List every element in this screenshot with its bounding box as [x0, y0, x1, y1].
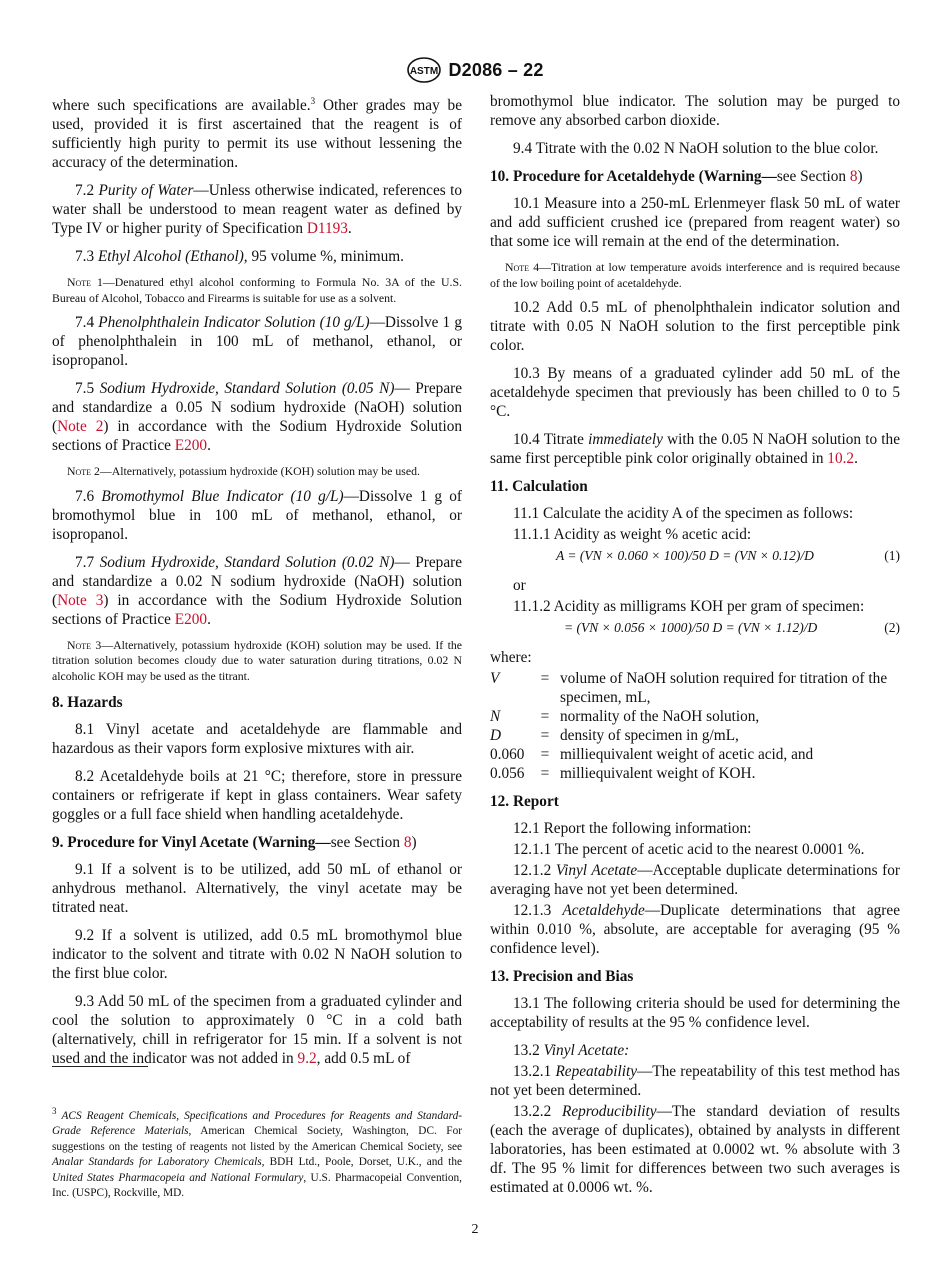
heading-procedure-acetaldehyde: 10. Procedure for Acetaldehyde (Warning—see Section 8) [490, 168, 863, 185]
section-11-1-2: 11.1.2 Acidity as milligrams KOH per gram of specimen: [513, 598, 865, 615]
section-12-1: 12.1 Report the following information: [513, 820, 752, 837]
definition-item: V = volume of NaOH solution required for titration of the specimen, mL, [490, 670, 888, 706]
heading-calculation: 11. Calculation [490, 478, 588, 495]
where-label: where: [490, 649, 532, 666]
section-7-6: 7.6 Bromothymol Blue Indicator (10 g/L)—Dissolve 1 g of bromothymol blue in 100 mL of methanol, ethanol, or isopropanol. [52, 487, 463, 543]
page-number: 2 [471, 1222, 479, 1237]
equation-2-expression: = (VN × 0.056 × 1000)/50 D = (VN × 1.12)/D [564, 620, 818, 635]
astm-logo-icon [406, 56, 442, 84]
section-7-3: 7.3 Ethyl Alcohol (Ethanol), 95 volume %, minimum. [75, 248, 405, 266]
section-11-1-1: 11.1.1 Acidity as weight % acetic acid: [513, 526, 752, 543]
link-e200[interactable]: E200 [174, 437, 208, 455]
section-7-4: 7.4 Phenolphthalein Indicator Solution (10 g/L)—Dissolve 1 g of phenolphthalein in 100 mL of methanol, ethanol, or isopropanol. [52, 314, 462, 370]
note-1: Note 1—Denatured ethyl alcohol conforming to Formula No. 3A of the U.S. Bureau of Alcohol, Tobacco and Firearms is suitable for use as a solvent. [52, 275, 462, 305]
link-section-8[interactable]: 8 [849, 168, 858, 185]
section-7-7: 7.7 Sodium Hydroxide, Standard Solution (0.02 N)— Prepare and standardize a 0.02 N sodium hydroxide (NaOH) solution (Note 3) in accordance with the Sodium Hydroxide Solution sections of Practice E200. [52, 553, 462, 628]
section-13-1: 13.1 The following criteria should be used for determining the acceptability of results at the 95 % confidence level. [490, 995, 900, 1031]
definitions-list [490, 669, 900, 783]
equation-1-number: (1) [884, 548, 900, 563]
section-13-2: 13.2 Vinyl Acetate: [513, 1042, 630, 1059]
section-9-2: 9.2 If a solvent is utilized, add 0.5 mL bromothymol blue indicator to the solvent and titrate with 0.02 N NaOH solution to the first blue color. [52, 927, 462, 983]
section-13-2-1: 13.2.1 Repeatability—The repeatability of this test method has not yet been determined. [490, 1063, 900, 1099]
link-10-2[interactable]: 10.2 [827, 450, 855, 467]
equation-2-number: (2) [884, 620, 900, 635]
equation-1 [490, 548, 900, 564]
definition-item: D = density of specimen in g/mL, [490, 727, 739, 744]
section-8-2: 8.2 Acetaldehyde boils at 21 °C; therefore, store in pressure containers or refrigerate if kept in glass containers. Wear safety goggles or a full face shield when handling acetaldehyde. [52, 768, 462, 824]
section-10-2: 10.2 Add 0.5 mL of phenolphthalein indicator solution and titrate with 0.05 N NaOH solution to the first perceptible pink color. [490, 299, 900, 354]
section-7-2: 7.2 Purity of Water—Unless otherwise indicated, references to water shall be understood to mean reagent water as defined by Type IV or higher purity of Specification D1193. [52, 182, 462, 238]
section-10-1: 10.1 Measure into a 250-mL Erlenmeyer flask 50 mL of water and add sufficient crushed ice (prepared from reagent water) so that some ice will remain at the end of the determination. [490, 195, 900, 250]
note-2: Note 2—Alternatively, potassium hydroxide (KOH) solution may be used. [67, 464, 420, 479]
section-8-1: 8.1 Vinyl acetate and acetaldehyde are flammable and hazardous as their vapors form explosive mixtures with air. [52, 721, 462, 758]
heading-procedure-vinyl-acetate: 9. Procedure for Vinyl Acetate (Warning—see Section 8) [52, 834, 417, 852]
section-12-1-2: 12.1.2 Vinyl Acetate—Acceptable duplicate determinations for averaging have not yet been determined. [490, 862, 900, 898]
section-13-2-2: 13.2.2 Reproducibility—The standard deviation of results (each the average of duplicates), obtained by analysts in different laboratories, has been estimated at 0.0002 wt. % absolute with 3 df. The 95 % limit for differences between two such averages is estimated at 0.0006 wt. %. [490, 1103, 900, 1196]
equation-1-expression: A = (VN × 0.060 × 100)/50 D = (VN × 0.12)/D [556, 548, 814, 563]
definition-item: N = normality of the NaOH solution, [490, 708, 760, 725]
paragraph: bromothymol blue indicator. The solution may be purged to remove any absorbed carbon dioxide. [490, 93, 900, 129]
equation-2 [490, 620, 900, 636]
section-9-1: 9.1 If a solvent is to be utilized, add 50 mL of ethanol or anhydrous methanol. Alternatively, the vinyl acetate may be titrated neat. [52, 861, 462, 917]
note-3: Note 3—Alternatively, potassium hydroxide (KOH) solution may be used. If the titration solution becomes cloudy due to water saturation during titrations, 0.02 N alcoholic KOH may be used as the titrant. [52, 637, 462, 683]
section-11-1: 11.1 Calculate the acidity A of the specimen as follows: [513, 505, 854, 522]
heading-report: 12. Report [490, 793, 559, 810]
logo-text: ASTM [410, 66, 439, 77]
link-note-2[interactable]: Note 2 [57, 418, 104, 436]
page-header [0, 56, 950, 84]
note-4: Note 4—Titration at low temperature avoids interference and is required because of the low boiling point of acetaldehyde. [490, 260, 900, 290]
right-column [490, 92, 900, 1206]
link-9-2[interactable]: 9.2 [297, 1050, 317, 1068]
or-text: or [513, 577, 526, 594]
link-note-3[interactable]: Note 3 [57, 591, 104, 609]
link-e200[interactable]: E200 [174, 610, 208, 628]
footnote-3: $^3$ ACS Reagent Chemicals, Specifications and Procedures for Reagents and Standard-Grade Reference Materials, American Chemical Society, Washington, DC. For suggestions on the testing of reagents not listed by the American Chemical Society, see Analar Standards for Laboratory Chemicals, BDH Ltd., Poole, Dorset, U.K., and the United States Pharmacopeia and National Formulary, U.S. Pharmacopeial Convention, Inc. (USPC), Rockville, MD. [52, 1106, 462, 1200]
section-7-5: 7.5 Sodium Hydroxide, Standard Solution (0.05 N)— Prepare and standardize a 0.05 N sodium hydroxide (NaOH) solution (Note 2) in accordance with the Sodium Hydroxide Solution sections of Practice E200. [52, 380, 462, 455]
definition-item: 0.060 = milliequivalent weight of acetic acid, and [490, 746, 814, 763]
section-9-3: 9.3 Add 50 mL of the specimen from a graduated cylinder and cool the solution to approximately 0 °C in a cold bath (alternatively, chill in refrigerator for 15 min. If a solvent is not used and the indicator was not added in 9.2, add 0.5 mL of [52, 993, 462, 1068]
footnote-rule [52, 1066, 148, 1067]
section-12-1-3: 12.1.3 Acetaldehyde—Duplicate determinations that agree within 0.010 %, absolute, are acceptable for averaging (95 % confidence level). [490, 902, 900, 957]
section-9-4: 9.4 Titrate with the 0.02 N NaOH solution to the blue color. [513, 140, 879, 157]
heading-hazards: 8. Hazards [52, 694, 123, 712]
paragraph: where such specifications are available.$^3$ Other grades may be used, provided it is first ascertained that the reagent is of sufficiently high purity to permit its use without lessening the accuracy of the determination. [52, 96, 462, 172]
section-10-3: 10.3 By means of a graduated cylinder add 50 mL of the acetaldehyde specimen that previously has been chilled to 0 to 5 °C. [490, 365, 900, 420]
section-12-1-1: 12.1.1 The percent of acetic acid to the nearest 0.0001 %. [513, 841, 865, 858]
left-column [52, 92, 462, 1077]
section-10-4: 10.4 Titrate immediately with the 0.05 N NaOH solution to the same first perceptible pink color originally obtained in 10.2. [490, 431, 900, 467]
link-section-8[interactable]: 8 [403, 834, 412, 852]
document-id: D2086 – 22 [448, 59, 544, 80]
heading-precision-bias: 13. Precision and Bias [490, 968, 634, 985]
definition-item: 0.056 = milliequivalent weight of KOH. [490, 765, 756, 782]
link-d1193[interactable]: D1193 [306, 220, 348, 238]
